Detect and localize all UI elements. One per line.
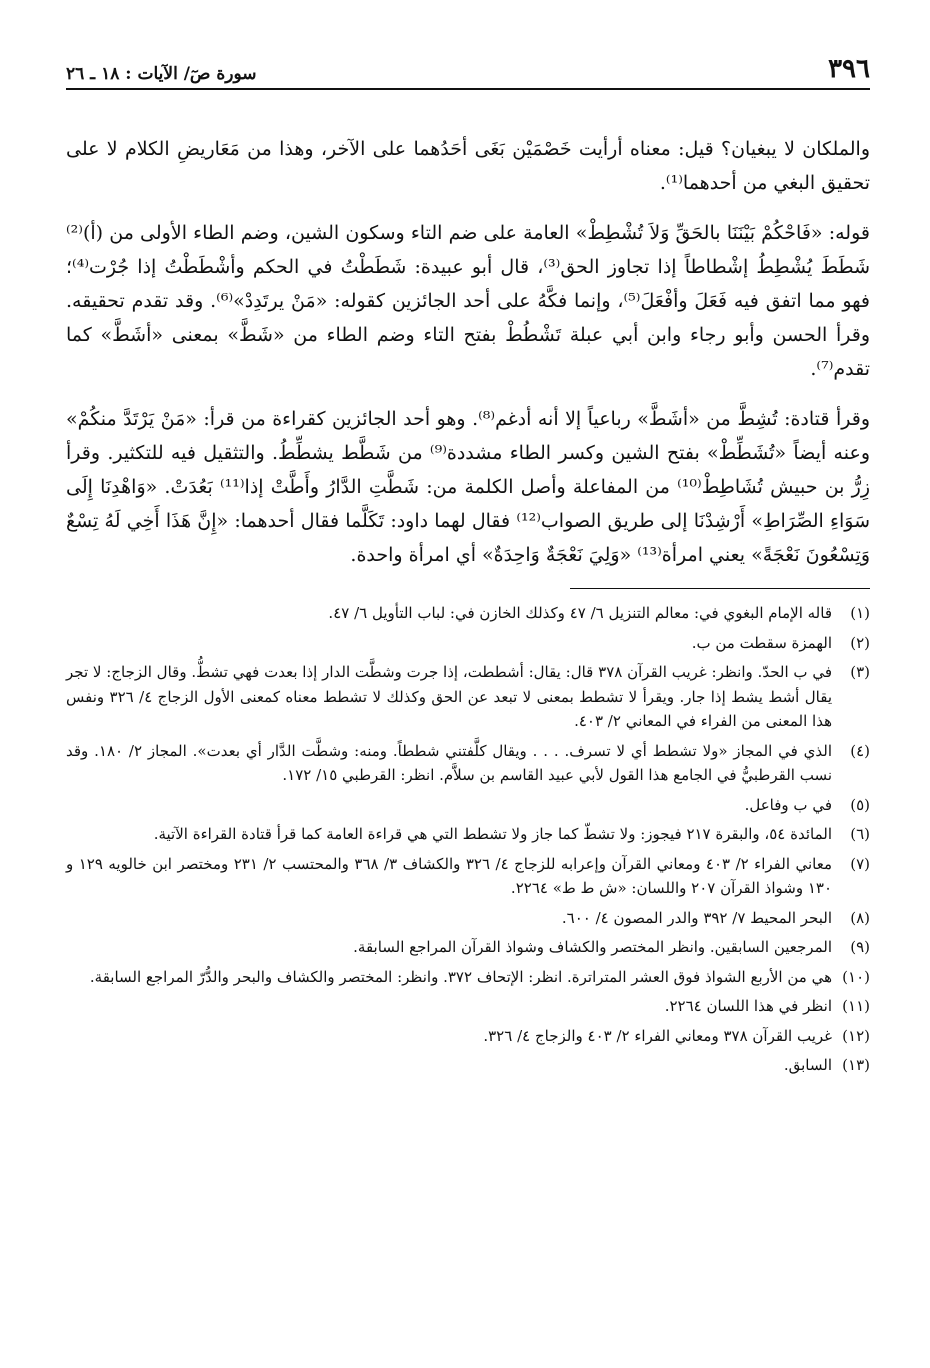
- footnote-number: (٧): [850, 854, 870, 873]
- footnote: [66, 906, 870, 931]
- footnote: [66, 739, 870, 788]
- footnote-number: (١٢): [842, 1026, 870, 1045]
- footnote: [66, 601, 870, 626]
- footnote: [66, 1053, 870, 1078]
- footnote: [66, 935, 870, 960]
- footnote: [66, 1024, 870, 1049]
- page-header: [66, 40, 870, 90]
- footnote: [66, 822, 870, 847]
- footnote: [66, 660, 870, 734]
- footnote-text: المائدة ٥٤، والبقرة ٢١٧ فيجوز: ولا تشطّ كما جاز ولا تشطط التي هي قراءة العامة كما قرأ قتادة القراءة الآتية.: [153, 825, 832, 843]
- footnote-separator: [570, 588, 870, 589]
- footnote-number: (٢): [850, 633, 870, 652]
- footnote-number: (٣): [850, 663, 870, 681]
- footnote: [66, 852, 870, 901]
- running-title: سورة صٓ/ الآيات : ١٨ ـ ٢٦: [66, 64, 257, 84]
- footnote-number: (١١): [842, 997, 870, 1015]
- footnote-number: (٨): [850, 908, 870, 927]
- footnote: [66, 994, 870, 1019]
- paragraph: وقرأ قتادة: تُشِطَّ من «أشَطَّ» رباعياً إلا أنه أدغم⁽⁸⁾. وهو أحد الجائزين كقراءة من قرأ: «مَنْ يَرْتَدَّ منكُمْ» وعنه أيضاً «تُشَطِّطْ» بفتح الشين وكسر الطاء مشددة⁽⁹⁾ من شَطَّط يشطِّطُ. والتثقيل فيه للتكثير. وقرأ زِرُّ بن حبيش تُشَاطِطْ⁽¹⁰⁾ من المفاعلة وأصل الكلمة من: شَطَّتِ الدَّارُ وأَطَّتْ إذا⁽¹¹⁾ بَعُدَتْ. «وَاهْدِنَا إِلَى سَوَاءِ الصِّرَاطِ» أَرْشِدْنَا إلى طريق الصواب⁽¹²⁾ فقال لهما داود: تَكَلَّما فقال أحدهما: «إِنَّ هَذَا أَخِي لَهُ تِسْعٌ وَتِسْعُونَ نَعْجَةً» يعني امرأة⁽¹³⁾ «وَلِيَ نَعْجَةٌ وَاحِدَةٌ» أي امرأة واحدة.: [66, 408, 870, 566]
- paragraph: والملكان لا يبغيان؟ قيل: معناه أرأيت خَصْمَيْن بَغَى أحَدُهما على الآخر، وهذا من مَعَاريضِ الكلام لا على تحقيق البغي من أحدهما⁽¹⁾.: [66, 138, 870, 194]
- footnote-text: السابق.: [783, 1056, 832, 1074]
- page-number: ٣٩٦: [828, 54, 870, 84]
- footnote-text: الذي في المجاز «ولا تشطط أي لا تسرف. . . . ويقال كلَّفتني شططاً. ومنه: وشطَّت الدَّار أي بعدت». المجاز ٢/ ١٨٠. وقد نسب القرطبيُّ في الجامع هذا القول لأبي عبيد القاسم بن سلاَّم. انظر: القرطبي ١٥/ ١٧٢.: [66, 741, 832, 784]
- footnote: [66, 965, 870, 990]
- footnote-text: قاله الإمام البغوي في: معالم التنزيل ٦/ ٤٧ وكذلك الخازن في: لباب التأويل ٦/ ٤٧.: [328, 604, 832, 622]
- footnote-number: (٩): [850, 938, 870, 956]
- footnote-number: (٥): [850, 795, 870, 814]
- footnotes: [66, 601, 870, 1078]
- paragraph: قوله: «فَاحْكُمْ بَيْنَنَا بالحَقِّ وَلاَ تُشْطِطْ» العامة على ضم التاء وسكون الشين، وضم الطاء الأولى من (أ)⁽²⁾ شَطَطَ يُشْطِطُ إشْطاطاً إذا تجاوز الحق⁽³⁾، قال أبو عبيدة: شَطَطْتُ في الحكم وأشْطَطْتُ إذا جُرْت⁽⁴⁾؛ فهو مما اتفق فيه فَعَلَ وأفْعَلَ⁽⁵⁾، وإنما فكَّهُ على أحد الجائزين كقوله: «مَنْ يرتَدِدْ»⁽⁶⁾. وقد تقدم تحقيقه. وقرأ الحسن وأبو رجاء وابن أبي عبلة تَشْطُطْ بفتح التاء وضم الطاء من «شَطَّ» بمعنى «أشَطَّ» كما تقدم⁽⁷⁾.: [66, 222, 870, 380]
- footnote-text: في ب وفاعل.: [744, 795, 832, 814]
- footnote-text: هي من الأربع الشواذ فوق العشر المتراترة. انظر: الإتحاف ٣٧٢. وانظر: المختصر والكشاف والبحر والدُّرّ المراجع السابقة.: [89, 967, 832, 986]
- footnote-number: (١٠): [842, 967, 870, 986]
- footnote-text: غريب القرآن ٣٧٨ ومعاني الفراء ٢/ ٤٠٣ والزجاج ٤/ ٣٢٦.: [483, 1026, 832, 1045]
- footnote-number: (٤): [850, 741, 870, 760]
- footnote: [66, 631, 870, 656]
- page: [66, 40, 870, 1083]
- footnote-text: الهمزة سقطت من ب.: [691, 633, 832, 652]
- footnote-text: معاني الفراء ٢/ ٤٠٣ ومعاني القرآن وإعرابه للزجاج ٤/ ٣٢٦ والكشاف ٣/ ٣٦٨ والمحتسب ٢/ ٢٣١ ومختصر ابن خالويه ١٢٩ و ١٣٠ وشواذ القرآن ٢٠٧ واللسان: «ش ط ط» ٢٢٦٤.: [66, 854, 832, 897]
- footnote-number: (٦): [850, 825, 870, 843]
- footnote-number: (١): [850, 604, 870, 622]
- main-text: [66, 132, 870, 572]
- footnote-text: انظر في هذا اللسان ٢٢٦٤.: [664, 997, 832, 1015]
- footnote-text: البحر المحيط ٧/ ٣٩٢ والدر المصون ٤/ ٦٠٠.: [561, 908, 832, 927]
- footnote-text: المرجعين السابقين. وانظر المختصر والكشاف وشواذ القرآن المراجع السابقة.: [353, 938, 832, 956]
- footnote-number: (١٣): [842, 1056, 870, 1074]
- footnote-text: في ب الحدّ. وانظر: غريب القرآن ٣٧٨ قال: يقال: أشططت، إذا جرت وشطَّت الدار إذا بعدت فهي تشطُّ. وقال الزجاج: لا تجر يقال أشط يشط إذا جار. ويقرأ لا تشطط بمعنى لا تبعد عن الحق وكذلك لا تشطط معناه كمعنى الأول الزجاج ٤/ ٣٢٦ ونفس هذا المعنى من الفراء في المعاني ٢/ ٤٠٣.: [66, 663, 833, 730]
- footnote: [66, 793, 870, 818]
